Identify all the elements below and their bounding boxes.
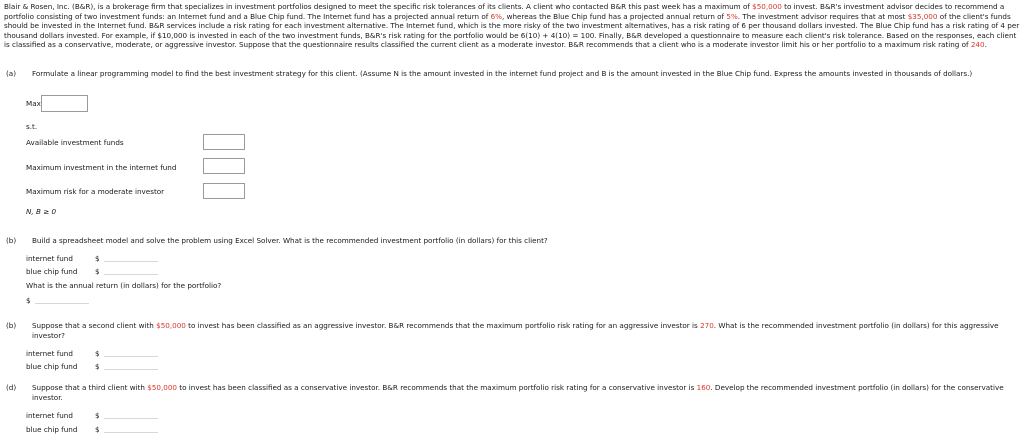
part-b-internet-label: internet fund	[26, 254, 73, 263]
part-b-label: (b)	[6, 236, 17, 245]
part-d-limit-highlight: 160	[696, 383, 711, 392]
part-d-label: (d)	[6, 383, 17, 392]
constraint-1-input[interactable]	[203, 134, 245, 150]
part-c-amount-highlight: $50,000	[156, 321, 186, 330]
constraint-3-label: Maximum risk for a moderate investor	[26, 187, 165, 196]
part-d-bluechip-label: blue chip fund	[26, 425, 78, 434]
part-d-bluechip-dollar: $	[95, 425, 100, 434]
part-d-text-3: . Develop the recommended investment portfolio (in dollars) for the conservative investor.	[32, 383, 1004, 402]
part-d-internet-input[interactable]	[104, 409, 158, 419]
st-label: s.t.	[26, 122, 38, 131]
objective-input[interactable]	[41, 95, 88, 112]
part-c-text-3: . What is the recommended investment portfolio (in dollars) for this aggressive investor?	[32, 321, 999, 340]
moderate-limit-highlight: 240	[970, 40, 985, 50]
part-b-bluechip-input[interactable]	[104, 265, 158, 275]
part-c-bluechip-input[interactable]	[104, 360, 158, 370]
part-b-return-dollar: $	[26, 296, 31, 305]
bluechip-return-highlight: 5%	[726, 11, 738, 21]
intro-text-4: . The investment advisor requires that at most	[737, 11, 908, 21]
part-b-internet-dollar: $	[95, 254, 100, 263]
max-label: Max	[26, 99, 41, 108]
part-b-bluechip-dollar: $	[95, 267, 100, 276]
constraint-3-input[interactable]	[203, 183, 245, 199]
part-c-limit-highlight: 270	[700, 321, 714, 330]
part-a-label: (a)	[6, 69, 17, 78]
part-d-internet-label: internet fund	[26, 411, 73, 420]
problem-statement	[4, 2, 1020, 50]
part-b-bluechip-label: blue chip fund	[26, 267, 78, 276]
constraint-2-label: Maximum investment in the internet fund	[26, 163, 177, 172]
part-d-text-1: Suppose that a third client with	[32, 383, 148, 392]
intro-text-2: to invest. B&R's investment advisor decides to recommend a portfolio consisting of two investment funds: an Internet fund and a Blue Chip fund. The Internet fund has a projected annual return of	[4, 2, 1005, 21]
part-d-text	[32, 383, 1018, 402]
part-d-question	[6, 383, 1018, 402]
part-d-bluechip-input[interactable]	[104, 423, 158, 433]
constraint-2-input[interactable]	[203, 158, 245, 174]
internet-max-highlight: $35,000	[907, 11, 938, 21]
part-b-return-question: What is the annual return (in dollars) for the portfolio?	[26, 281, 222, 290]
part-d-internet-dollar: $	[95, 411, 100, 420]
constraint-1-label: Available investment funds	[26, 138, 124, 147]
part-c-internet-input[interactable]	[104, 347, 158, 357]
part-c-internet-dollar: $	[95, 349, 100, 358]
part-c-bluechip-label: blue chip fund	[26, 362, 78, 371]
intro-text-1: Blair & Rosen, Inc. (B&R), is a brokerage firm that specializes in investment portfolios designed to meet the specific risk tolerances of its clients. A client who contacted B&R this past week has a maximum of	[4, 2, 753, 11]
part-c-text-1: Suppose that a second client with	[32, 321, 157, 330]
part-c-question	[6, 321, 1018, 340]
part-a-text: Formulate a linear programming model to find the best investment strategy for this client. (Assume N is the amount invested in the internet fund project and B is the amount invested in the Blue Chip fund. Express the amounts invested in thousands of dollars.)	[32, 69, 973, 78]
part-c-internet-label: internet fund	[26, 349, 73, 358]
intro-text-3: , whereas the Blue Chip fund has a projected annual return of	[502, 11, 727, 21]
part-a-question	[6, 69, 1018, 79]
part-d-text-2: to invest has been classified as a conservative investor. B&R recommends that the maximum portfolio risk rating for a conservative investor is	[177, 383, 697, 392]
part-c-label: (b)	[6, 321, 17, 330]
part-b-internet-input[interactable]	[104, 252, 158, 262]
intro-text-5: of the client's funds should be invested in the Internet fund. B&R services include a risk rating for each investment alternative. The Internet fund, which is the more risky of the two investment alternatives, has a risk rating of 6 per thousand dollars invested. The Blue Chip fund has a risk rating of 4 per thousand dollars invested. For example, if $10,000 is invested in each of the two investment funds, B&R's risk rating for the portfolio would be 6(10) + 4(10) = 100. Finally, B&R developed a questionnaire to measure each client's risk tolerance. Based on the responses, each client is classified as a conservative, moderate, or aggressive investor. Suppose that the questionnaire results classified the current client as a moderate investor. B&R recommends that a client who is a moderate investor limit his or her portfolio to a maximum risk rating of	[4, 11, 1020, 50]
part-c-bluechip-dollar: $	[95, 362, 100, 371]
part-b-return-input[interactable]	[35, 294, 89, 304]
part-c-text-2: to invest has been classified as an aggressive investor. B&R recommends that the maximum portfolio risk rating for an aggressive investor is	[185, 321, 701, 330]
internet-return-highlight: 6%	[490, 11, 502, 21]
max-amount-highlight: $50,000	[752, 2, 782, 11]
part-c-text	[32, 321, 1018, 340]
nonnegativity-label: N, B ≥ 0	[26, 207, 57, 216]
part-d-amount-highlight: $50,000	[147, 383, 178, 392]
intro-text-6: .	[984, 40, 987, 50]
part-b-text: Build a spreadsheet model and solve the problem using Excel Solver. What is the recommended investment portfolio (in dollars) for this client?	[32, 236, 548, 245]
part-b-question	[6, 236, 1018, 246]
